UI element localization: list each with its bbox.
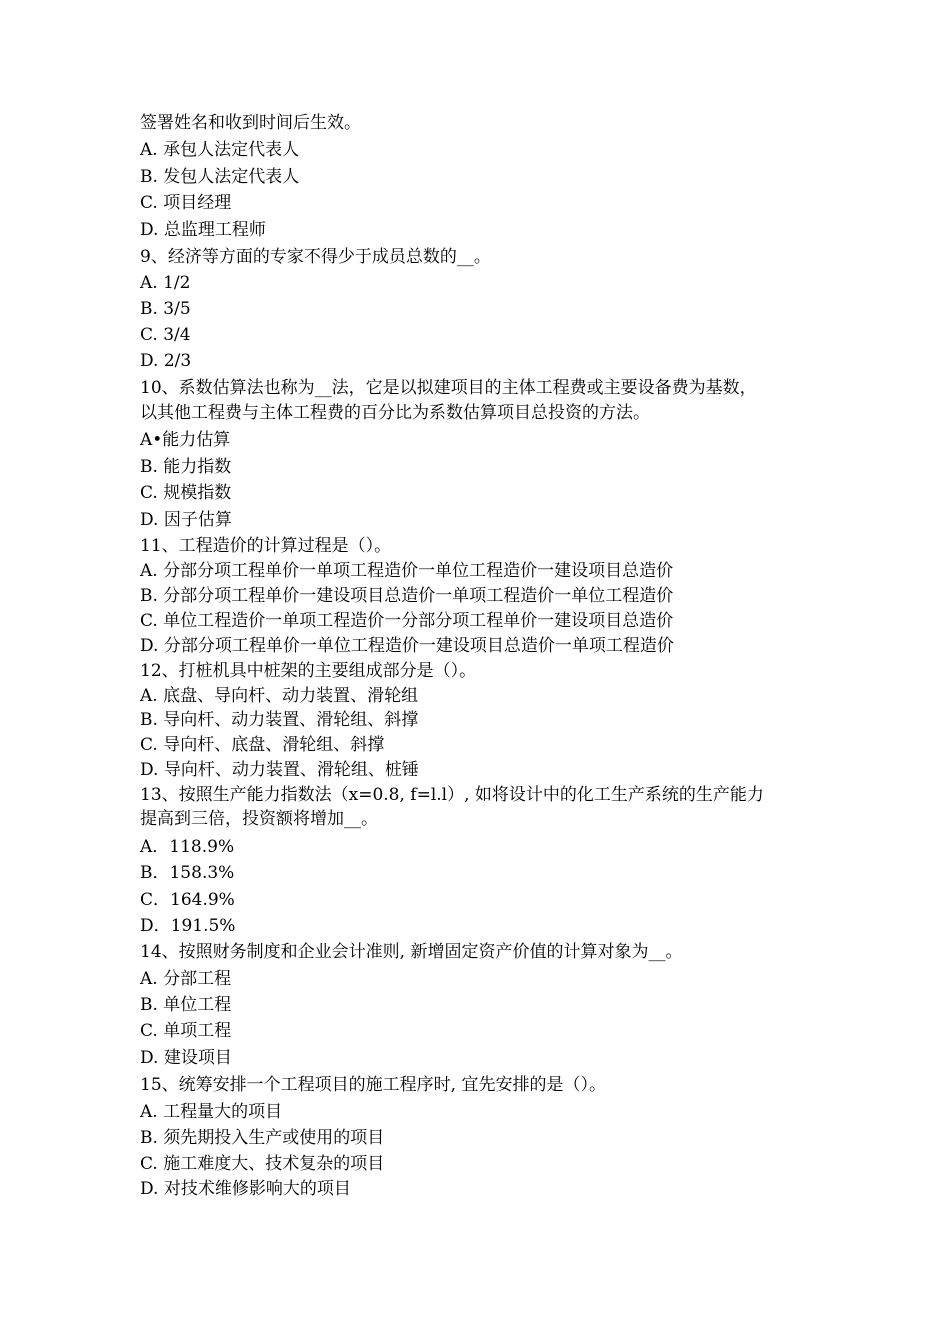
option-line: A. 分部工程	[140, 969, 232, 989]
option-line: B．158.3%	[140, 863, 235, 883]
option-line: A. 分部分项工程单价一单项工程造价一单位工程造价一建设项目总造价	[140, 561, 674, 581]
question-line: 9、经济等方面的专家不得少于成员总数的__。	[140, 247, 491, 267]
option-line: C. 施工难度大、技术复杂的项目	[140, 1154, 385, 1174]
option-line: D. 因子估算	[140, 510, 232, 530]
question-line: 13、按照生产能力指数法（x=0.8, f=l.l）, 如将设计中的化工生产系统的生产能力	[140, 785, 764, 805]
option-line: A. 工程量大的项目	[140, 1102, 283, 1122]
option-line: A．118.9%	[140, 837, 235, 857]
option-line: A. 底盘、导向杆、动力装置、滑轮组	[140, 686, 419, 706]
option-line: D. 总监理工程师	[140, 220, 266, 240]
option-line: B. 单位工程	[140, 995, 232, 1015]
option-line: B. 发包人法定代表人	[140, 167, 300, 187]
question-line: 14、按照财务制度和企业会计准则, 新增固定资产价值的计算对象为__。	[140, 942, 683, 962]
option-line: A•能力估算	[140, 430, 231, 450]
question-line: 15、统筹安排一个工程项目的施工程序时, 宜先安排的是（）。	[140, 1075, 606, 1095]
option-line: A. 承包人法定代表人	[140, 140, 300, 160]
option-line: C. 单位工程造价一单项工程造价一分部分项工程单价一建设项目总造价	[140, 611, 674, 631]
option-line: B. 须先期投入生产或使用的项目	[140, 1128, 385, 1148]
text-line: 签署姓名和收到时间后生效。	[140, 113, 361, 133]
question-line: 10、系数估算法也称为__法，它是以拟建项目的主体工程费或主要设备费为基数，	[140, 378, 757, 398]
option-line: B. 能力指数	[140, 457, 232, 477]
option-line: C. 3/4	[140, 325, 191, 345]
option-line: C. 规模指数	[140, 483, 232, 503]
question-line: 提高到三倍，投资额将增加__。	[140, 809, 378, 829]
option-line: C．164.9%	[140, 890, 235, 910]
question-line: 12、打桩机具中桩架的主要组成部分是（）。	[140, 661, 477, 681]
option-line: B. 导向杆、动力装置、滑轮组、斜撑	[140, 710, 419, 730]
question-line: 11、工程造价的计算过程是（）。	[140, 536, 392, 556]
option-line: B. 3/5	[140, 299, 191, 319]
option-line: C. 单项工程	[140, 1021, 232, 1041]
option-line: D. 对技术维修影响大的项目	[140, 1179, 351, 1199]
option-line: D. 建设项目	[140, 1048, 232, 1068]
option-line: C. 导向杆、底盘、滑轮组、斜撑	[140, 735, 385, 755]
option-line: D. 分部分项工程单价一单位工程造价一建设项目总造价一单项工程造价	[140, 636, 674, 656]
option-line: A. 1/2	[140, 273, 191, 293]
option-line: D．191.5%	[140, 916, 236, 936]
option-line: B. 分部分项工程单价一建设项目总造价一单项工程造价一单位工程造价	[140, 586, 674, 606]
option-line: C. 项目经理	[140, 193, 232, 213]
option-line: D. 导向杆、动力装置、滑轮组、桩锤	[140, 760, 419, 780]
option-line: D. 2/3	[140, 351, 192, 371]
question-line: 以其他工程费与主体工程费的百分比为系数估算项目总投资的方法。	[140, 403, 650, 423]
